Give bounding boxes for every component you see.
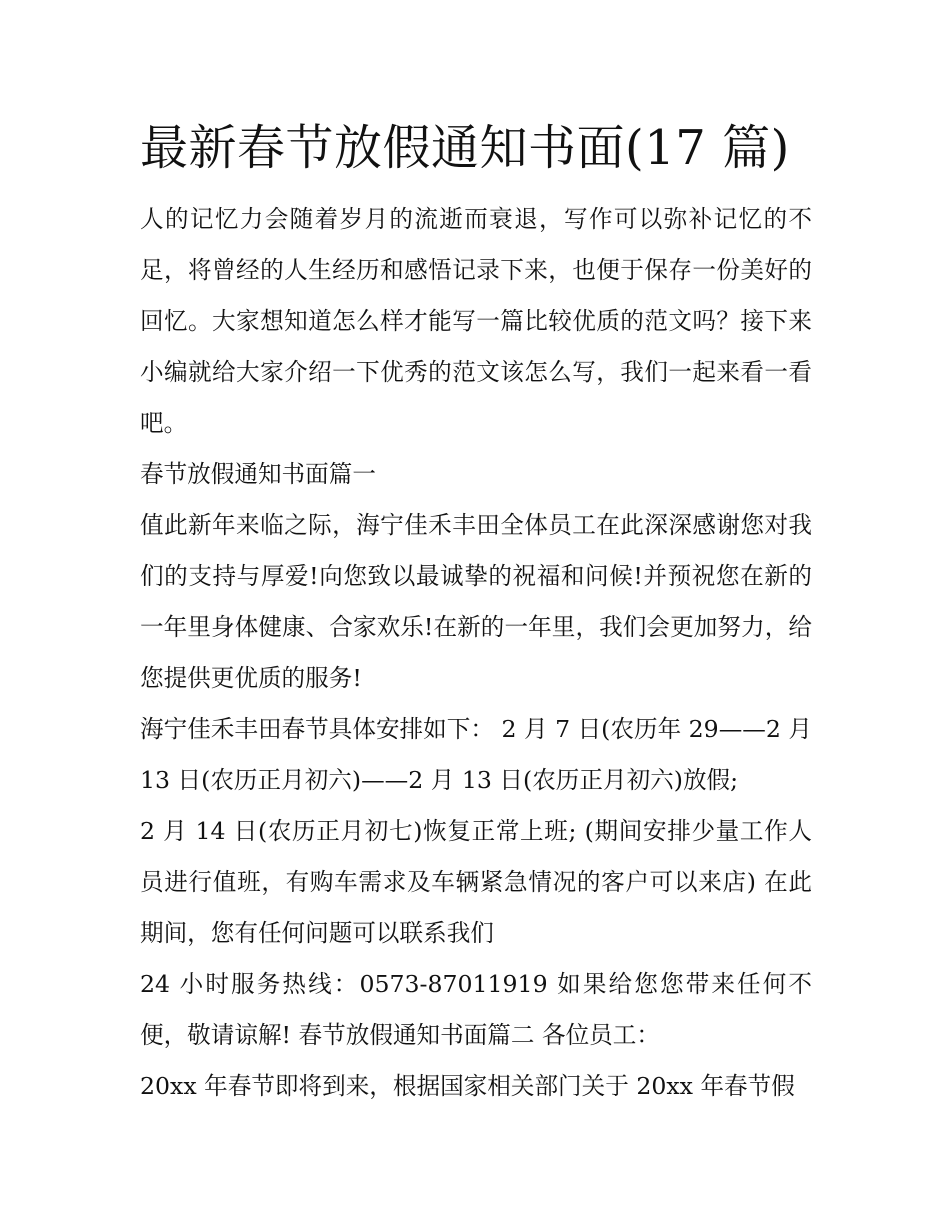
document-title: 最新春节放假通知书面(17 篇) — [140, 120, 790, 176]
greeting-paragraph: 值此新年来临之际，海宁佳禾丰田全体员工在此深深感谢您对我们的支持与厚爱!向您致以最诚挚的祝福和问候!并预祝您在新的一年里身体健康、合家欢乐!在新的一年里，我们会更加努力，给您提供更优质的服务! — [140, 511, 812, 692]
hotline-paragraph: 24 小时服务热线：0573-87011919 如果给您您带来任何不便，敬请谅解! 春节放假通知书面篇二 各位员工： — [140, 970, 812, 1049]
document-page — [140, 112, 812, 1112]
resume-work-paragraph: 2 月 14 日(农历正月初七)恢复正常上班; (期间安排少量工作人员进行值班，有购车需求及车辆紧急情况的客户可以来店) 在此期间，您有任何问题可以联系我们 — [140, 817, 812, 947]
section-heading-1: 春节放假通知书面篇一 — [140, 460, 376, 488]
intro-paragraph: 人的记忆力会随着岁月的流逝而衰退，写作可以弥补记忆的不足，将曾经的人生经历和感悟记录下来，也便于保存一份美好的回忆。大家想知道怎么样才能写一篇比较优质的范文吗？接下来小编就给大家介绍一下优秀的范文该怎么写，我们一起来看一看吧。 — [140, 205, 812, 437]
schedule-paragraph: 海宁佳禾丰田春节具体安排如下： 2 月 7 日(农历年 29——2 月 13 日(农历正月初六)——2 月 13 日(农历正月初六)放假; — [140, 715, 812, 794]
holiday-notice-paragraph: 20xx 年春节即将到来，根据国家相关部门关于 20xx 年春节假 — [140, 1072, 795, 1100]
